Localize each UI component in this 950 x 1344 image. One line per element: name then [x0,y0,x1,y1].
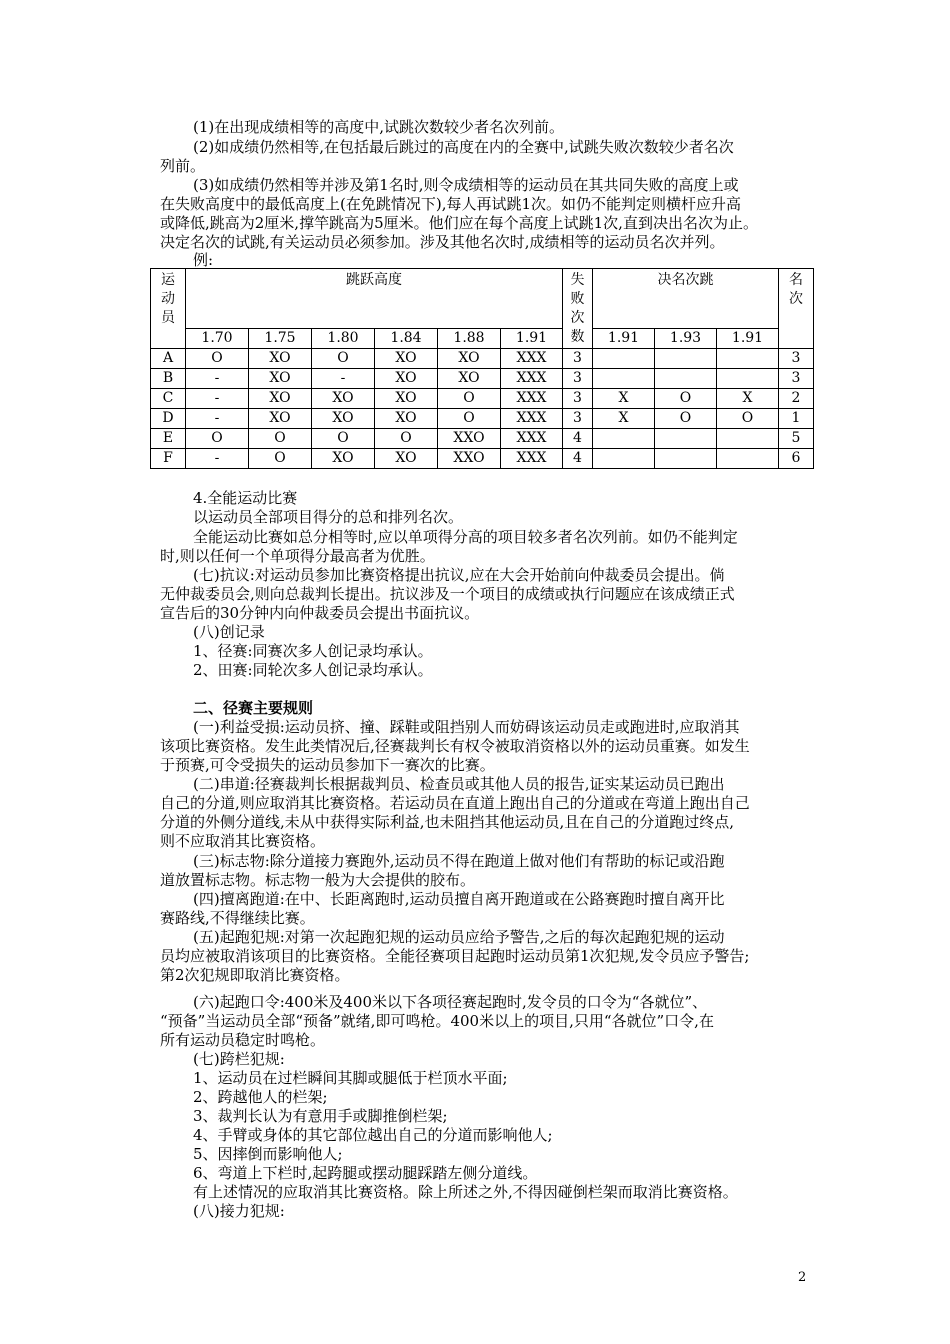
result-cell: XO [249,409,312,429]
result-cell: XO [375,409,438,429]
result-cell: XXX [501,429,563,449]
jumpoff-cell [717,369,779,389]
text-line: (1)在出现成绩相等的高度中,试跳次数较少者名次列前。 [193,118,565,136]
result-cell: XXX [501,409,563,429]
text-line: “预备”当运动员全部“预备”就绪,即可鸣枪。400米以上的项目,只用“各就位”口令,在 [160,1012,714,1030]
athlete-cell: B [151,369,186,389]
height-cell: 1.84 [375,329,438,349]
jumpoff-cell [593,369,655,389]
text-line: 决定名次的试跳,有关运动员必须参加。涉及其他名次时,成绩相等的运动员名次并列。 [160,233,725,251]
text-line: 例: [193,251,214,269]
text-line: 自己的分道,则应取消其比赛资格。若运动员在直道上跑出自己的分道或在弯道上跑出自己 [160,794,750,812]
jumpoff-height-cell: 1.91 [593,329,655,349]
jumpoff-cell [593,429,655,449]
text-line: (五)起跑犯规:对第一次起跑犯规的运动员应给予警告,之后的每次起跑犯规的运动 [193,928,725,946]
text-line: 4.全能运动比赛 [193,489,298,507]
result-cell: - [186,449,249,469]
fails-cell: 4 [563,429,593,449]
jumpoff-cell [593,349,655,369]
jumpoff-cell: X [593,409,655,429]
result-cell: XO [375,389,438,409]
result-cell: O [375,429,438,449]
result-cell: XO [249,389,312,409]
rank-cell: 6 [779,449,814,469]
fails-cell: 3 [563,409,593,429]
text-line: 或降低,跳高为2厘米,撑竿跳高为5厘米。他们应在每个高度上试跳1次,直到决出名次为止。 [160,214,758,232]
result-cell: O [186,349,249,369]
jumpoff-header: 决名次跳 [593,269,779,329]
jumpoff-cell [717,349,779,369]
text-line: (八)创记录 [193,623,265,641]
result-cell: - [186,409,249,429]
text-line: 所有运动员稳定时鸣枪。 [160,1031,326,1049]
athlete-cell: A [151,349,186,369]
text-line: 有上述情况的应取消其比赛资格。除上所述之外,不得因碰倒栏架而取消比赛资格。 [193,1183,738,1201]
result-cell: XO [312,389,375,409]
result-cell: O [312,349,375,369]
text-line: 分道的外侧分道线,未从中获得实际利益,也未阻挡其他运动员,且在自己的分道跑过终点, [160,813,735,831]
result-cell: XO [375,449,438,469]
result-cell: O [249,429,312,449]
height-cell: 1.91 [501,329,563,349]
table-row [151,369,814,389]
athlete-header: 运 动 员 [151,269,186,349]
text-line: 该项比赛资格。发生此类情况后,径赛裁判长有权令被取消资格以外的运动员重赛。如发生 [160,737,750,755]
result-cell: XO [438,369,501,389]
result-cell: O [438,389,501,409]
result-cell: XXX [501,369,563,389]
rank-cell: 3 [779,369,814,389]
result-cell: XO [249,369,312,389]
result-cell: O [186,429,249,449]
result-cell: XO [249,349,312,369]
text-line: 1、运动员在过栏瞬间其脚或腿低于栏顶水平面; [193,1069,508,1087]
text-line: 则不应取消其比赛资格。 [160,832,326,850]
text-line: 以运动员全部项目得分的总和排列名次。 [193,508,464,526]
athlete-cell: E [151,429,186,449]
text-line: (七)抗议:对运动员参加比赛资格提出抗议,应在大会开始前向仲裁委员会提出。倘 [193,566,725,584]
result-cell: XO [375,369,438,389]
jumpoff-height-cell: 1.91 [717,329,779,349]
jumpoff-cell [717,449,779,469]
height-cell: 1.88 [438,329,501,349]
text-line: 5、因摔倒而影响他人; [193,1145,343,1163]
text-line: 道放置标志物。标志物一般为大会提供的胶布。 [160,871,476,889]
text-line: 列前。 [160,157,206,175]
text-line: 时,则以任何一个单项得分最高者为优胜。 [160,547,435,565]
table-row [151,389,814,409]
fails-header: 失 败 次 数 [563,269,593,349]
rank-cell: 1 [779,409,814,429]
height-cell: 1.80 [312,329,375,349]
text-line: 2、田赛:同轮次多人创记录均承认。 [193,661,433,679]
jumpoff-cell: O [717,409,779,429]
fails-cell: 4 [563,449,593,469]
result-cell: XO [312,449,375,469]
text-line: 员均应被取消该项目的比赛资格。全能径赛项目起跑时运动员第1次犯规,发令员应予警告; [160,947,750,965]
text-line: (四)擅离跑道:在中、长距离跑时,运动员擅自离开跑道或在公路赛跑时擅自离开比 [193,890,725,908]
rank-header: 名 次 [779,269,814,349]
jumpoff-cell [655,449,717,469]
athlete-cell: D [151,409,186,429]
text-line: 2、跨越他人的栏架; [193,1088,328,1106]
text-line: 第2次犯规即取消比赛资格。 [160,966,350,984]
athlete-cell: C [151,389,186,409]
result-cell: XXO [438,449,501,469]
result-cell: - [312,369,375,389]
heights-header: 跳跃高度 [186,269,563,329]
result-cell: - [186,369,249,389]
jumpoff-cell: X [593,389,655,409]
table-row [151,429,814,449]
text-line: (3)如成绩仍然相等并涉及第1名时,则令成绩相等的运动员在其共同失败的高度上或 [193,176,739,194]
result-cell: O [438,409,501,429]
section-heading: 二、径赛主要规则 [193,699,314,717]
jumpoff-cell: O [655,389,717,409]
table-row [151,449,814,469]
jumpoff-cell: X [717,389,779,409]
text-line: (七)跨栏犯规: [193,1050,285,1068]
text-line: (八)接力犯规: [193,1202,285,1220]
rank-cell: 2 [779,389,814,409]
result-cell: XXX [501,349,563,369]
text-line: 无仲裁委员会,则向总裁判长提出。抗议涉及一个项目的成绩或执行问题应在该成绩正式 [160,585,735,603]
high-jump-ranking-table [150,268,814,469]
fails-cell: 3 [563,369,593,389]
text-line: 1、径赛:同赛次多人创记录均承认。 [193,642,433,660]
jumpoff-cell [655,349,717,369]
fails-cell: 3 [563,349,593,369]
text-line: (六)起跑口令:400米及400米以下各项径赛起跑时,发令员的口令为“各就位”、 [193,993,708,1011]
result-cell: XO [312,409,375,429]
result-cell: XXX [501,449,563,469]
result-cell: - [186,389,249,409]
text-line: (一)利益受损:运动员挤、撞、踩鞋或阻挡别人而妨碍该运动员走或跑进时,应取消其 [193,718,740,736]
jumpoff-cell [655,369,717,389]
result-cell: XXX [501,389,563,409]
text-line: 宣告后的30分钟内向仲裁委员会提出书面抗议。 [160,604,480,622]
text-line: (二)串道:径赛裁判长根据裁判员、检查员或其他人员的报告,证实某运动员已跑出 [193,775,725,793]
text-line: 赛路线,不得继续比赛。 [160,909,315,927]
table-row [151,349,814,369]
text-line: 全能运动比赛如总分相等时,应以单项得分高的项目较多者名次列前。如仍不能判定 [193,528,738,546]
result-cell: XO [375,349,438,369]
table-row [151,409,814,429]
text-line: 3、裁判长认为有意用手或脚推倒栏架; [193,1107,448,1125]
text-line: 于预赛,可令受损失的运动员参加下一赛次的比赛。 [160,756,495,774]
athlete-cell: F [151,449,186,469]
result-cell: O [312,429,375,449]
result-cell: XO [438,349,501,369]
fails-cell: 3 [563,389,593,409]
page-number: 2 [798,1270,807,1285]
text-line: 在失败高度中的最低高度上(在免跳情况下),每人再试跳1次。如仍不能判定则横杆应升高 [160,195,742,213]
height-cell: 1.70 [186,329,249,349]
text-line: (2)如成绩仍然相等,在包括最后跳过的高度在内的全赛中,试跳失败次数较少者名次 [193,138,734,156]
jumpoff-cell [655,429,717,449]
jumpoff-height-cell: 1.93 [655,329,717,349]
jumpoff-cell [717,429,779,449]
jumpoff-cell [593,449,655,469]
result-cell: O [249,449,312,469]
text-line: 6、弯道上下栏时,起跨腿或摆动腿踩踏左侧分道线。 [193,1164,538,1182]
rank-cell: 3 [779,349,814,369]
result-cell: XXO [438,429,501,449]
height-cell: 1.75 [249,329,312,349]
jumpoff-cell: O [655,409,717,429]
rank-cell: 5 [779,429,814,449]
text-line: 4、手臂或身体的其它部位越出自己的分道而影响他人; [193,1126,553,1144]
text-line: (三)标志物:除分道接力赛跑外,运动员不得在跑道上做对他们有帮助的标记或沿跑 [193,852,725,870]
